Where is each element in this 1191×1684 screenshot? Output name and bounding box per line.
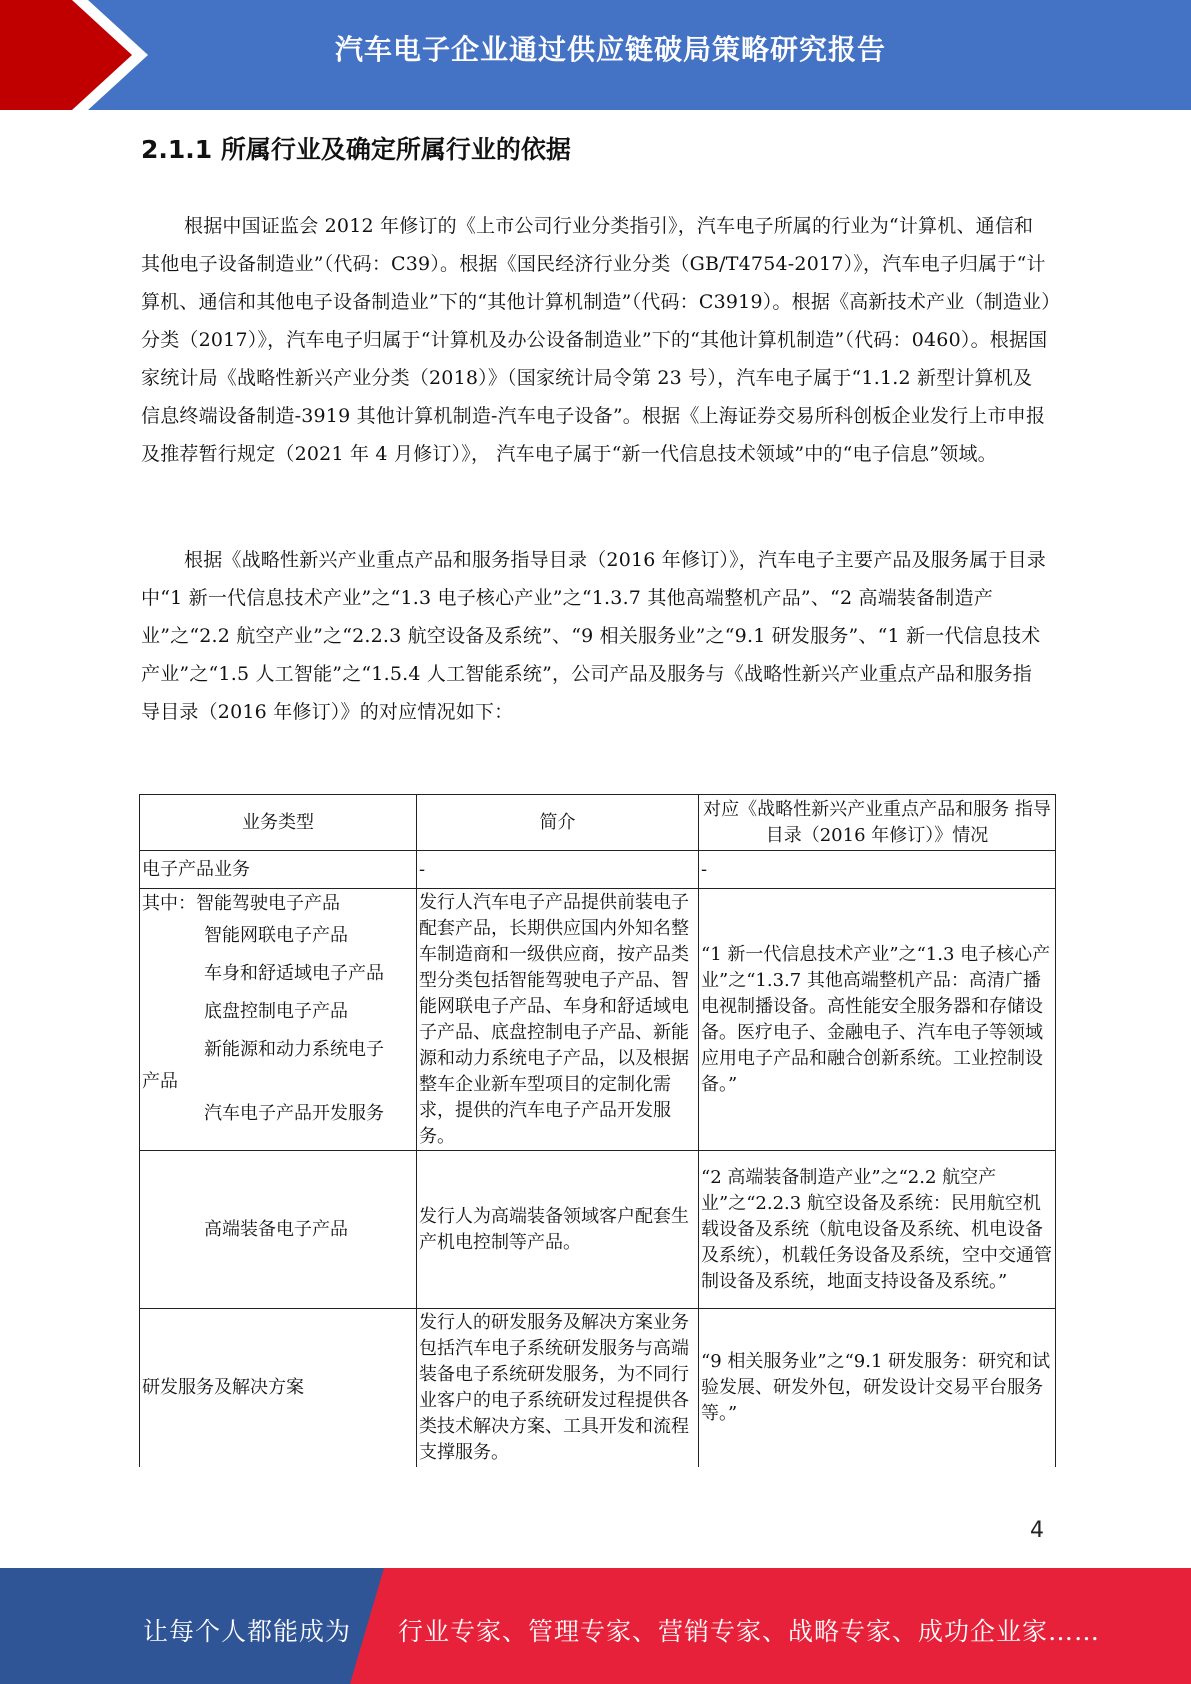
table-row [140,851,1056,889]
table-header-cell: 业务类型 [140,795,417,851]
section-heading: 2.1.1 所属行业及确定所属行业的依据 [141,135,571,164]
table-header-cell: 对应《战略性新兴产业重点产品和服务 指导目录（2016 年修订）》情况 [699,795,1056,851]
table-row [140,889,1056,1151]
intro-cell: 发行人的研发服务及解决方案业务包括汽车电子系统研发服务与高端装备电子系统研发服务，为不同行业客户的电子系统研发过程提供各类技术解决方案、工具开发和流程支撑服务。 [417,1309,699,1467]
mapping-cell: “9 相关服务业”之“9.1 研发服务：研究和试验发展、研发外包，研发设计交易平台服务等。” [699,1309,1056,1467]
mapping-cell: “2 高端装备制造产业”之“2.2 航空产业”之“2.2.3 航空设备及系统：民用航空机载设备及系统（航电设备及系统、机电设备及系统），机载任务设备及系统，空中交通管制设备及系统，地面支持设备及系统。” [699,1151,1056,1309]
footer-slogan-left: 让每个人都能成为 [143,1617,352,1646]
body-paragraph-1: 根据中国证监会 2012 年修订的《上市公司行业分类指引》，汽车电子所属的行业为“计算机、通信和其他电子设备制造业”（代码：C39）。根据《国民经济行业分类（GB/T4754-2017）》，汽车电子归属于“计算机、通信和其他电子设备制造业”下的“其他计算机制造”（代码：C3919）。根据《高新技术产业（制造业）分类（2017）》，汽车电子归属于“计算机及办公设备制造业”下的“其他计算机制造”（代码：0460）。根据国家统计局《战略性新兴产业分类（2018）》（国家统计局令第 23 号），汽车电子属于“1.1.2 新型计算机及信息终端设备制造-3919 其他计算机制造-汽车电子设备”。根据《上海证券交易所科创板企业发行上市申报及推荐暂行规定（2021 年 4 月修订）》， 汽车电子属于“新一代信息技术领域”中的“电子信息”领域。 [141,215,1051,465]
business-type-label: 高端装备电子产品 [204,1218,348,1240]
business-type-cell: 电子产品业务 [140,851,417,889]
page-number: 4 [1030,1518,1044,1543]
body-paragraph-2: 根据《战略性新兴产业重点产品和服务指导目录（2016 年修订）》，汽车电子主要产品及服务属于目录中“1 新一代信息技术产业”之“1.3 电子核心产业”之“1.3.7 其他高端整机产品”、“2 高端装备制造产业”之“2.2 航空产业”之“2.2.3 航空设备及系统”、“9 相关服务业”之“9.1 研发服务”、“1 新一代信息技术产业”之“1.5 人工智能”之“1.5.4 人工智能系统”，公司产品及服务与《战略性新兴产业重点产品和服务指导目录（2016 年修订）》的对应情况如下： [141,549,1046,723]
footer-slogan-right: 行业专家、管理专家、营销专家、战略专家、成功企业家…… [398,1617,1101,1646]
business-type-lead: 其中：智能驾驶电子产品 [142,893,340,914]
business-subtype-wrap: 产品 [142,1071,178,1092]
business-subtype: 底盘控制电子产品 [204,1001,348,1022]
table-header-row [140,795,1056,851]
table-row [140,1309,1056,1467]
mapping-cell: - [699,851,1056,889]
intro-cell: - [417,851,699,889]
business-subtype: 车身和舒适域电子产品 [204,963,384,984]
report-title: 汽车电子企业通过供应链破局策略研究报告 [334,33,886,66]
business-type-cell [140,1151,417,1309]
business-subtype: 智能网联电子产品 [204,925,348,946]
intro-cell: 发行人汽车电子产品提供前装电子配套产品，长期供应国内外知名整车制造商和一级供应商，按产品类型分类包括智能驾驶电子产品、智能网联电子产品、车身和舒适域电子产品、底盘控制电子产品、新能源和动力系统电子产品，以及根据整车企业新车型项目的定制化需求，提供的汽车电子产品开发服务。 [417,889,699,1151]
intro-cell: 发行人为高端装备领域客户配套生产机电控制等产品。 [417,1151,699,1309]
table-header-cell: 简介 [417,795,699,851]
business-type-cell: 研发服务及解决方案 [140,1309,417,1467]
mapping-cell: “1 新一代信息技术产业”之“1.3 电子核心产业”之“1.3.7 其他高端整机产品：高清广播电视制播设备。高性能安全服务器和存储设备。医疗电子、金融电子、汽车电子等领域应用电子产品和融合创新系统。工业控制设备。” [699,889,1056,1151]
business-subtype: 新能源和动力系统电子 [204,1039,384,1060]
industry-mapping-table [139,794,1056,1467]
business-subtype: 汽车电子产品开发服务 [204,1103,384,1124]
table-row [140,1151,1056,1309]
business-type-cell [140,889,417,1151]
